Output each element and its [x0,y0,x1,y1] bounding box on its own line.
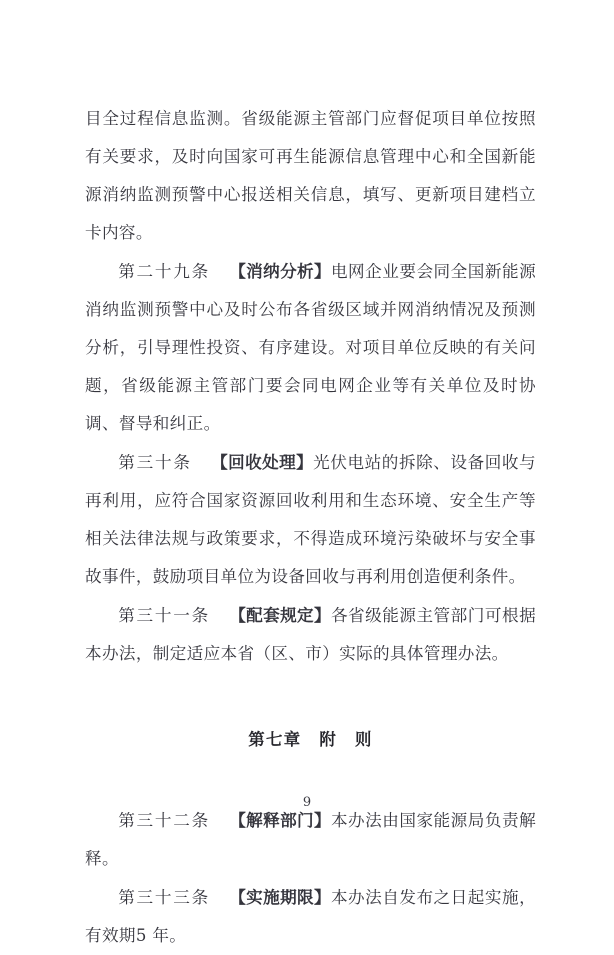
article-30 [85,443,536,596]
article-31 [85,596,536,673]
article-30-number: 第三十条 [118,453,192,472]
article-31-text: 各省级能源主管部门可根据本办法，制定适应本省（区、市）实际的具体管理办法。 [85,606,537,663]
article-30-tag: 【回收处理】 [210,452,314,472]
article-32-number: 第三十二条 [118,811,210,830]
article-29-text: 电网企业要会同全国新能源消纳监测预警中心及时公布各省级区域并网消纳情况及预测分析，引导理性投资、有序建设。对项目单位反映的有关问题，省级能源主管部门要会同电网企业等有关单位及时协调、督导和纠正。 [85,262,537,433]
paragraph-continuation-text: 目全过程信息监测。省级能源主管部门应督促项目单位按照有关要求，及时向国家可再生能源信息管理中心和全国新能源消纳监测预警中心报送相关信息，填写、更新项目建档立卡内容。 [85,109,536,242]
article-30-text: 光伏电站的拆除、设备回收与再利用，应符合国家资源回收利用和生态环境、安全生产等相关法律法规与政策要求，不得造成环境污染破坏与安全事故事件，鼓励项目单位为设备回收与再利用创造便利条件。 [85,453,536,586]
article-33 [85,878,536,955]
article-32 [85,801,536,878]
document-text-column [85,100,536,955]
article-31-number: 第三十一条 [118,606,210,625]
article-29-tag: 【消纳分析】 [229,261,331,281]
spacer-above-chapter-heading [85,673,536,721]
paragraph-continuation [85,100,536,252]
article-32-tag: 【解释部门】 [229,810,331,830]
article-29-number: 第二十九条 [118,262,210,281]
article-31-tag: 【配套规定】 [229,605,331,625]
article-33-text: 本办法自发布之日起实施，有效期5 年。 [85,888,537,945]
page-number: 9 [302,795,312,810]
article-32-text: 本办法由国家能源局负责解释。 [85,811,537,868]
article-29 [85,252,536,443]
chapter-heading: 第七章 附 则 [248,730,373,749]
article-33-number: 第三十三条 [118,888,210,907]
article-33-tag: 【实施期限】 [229,887,331,907]
